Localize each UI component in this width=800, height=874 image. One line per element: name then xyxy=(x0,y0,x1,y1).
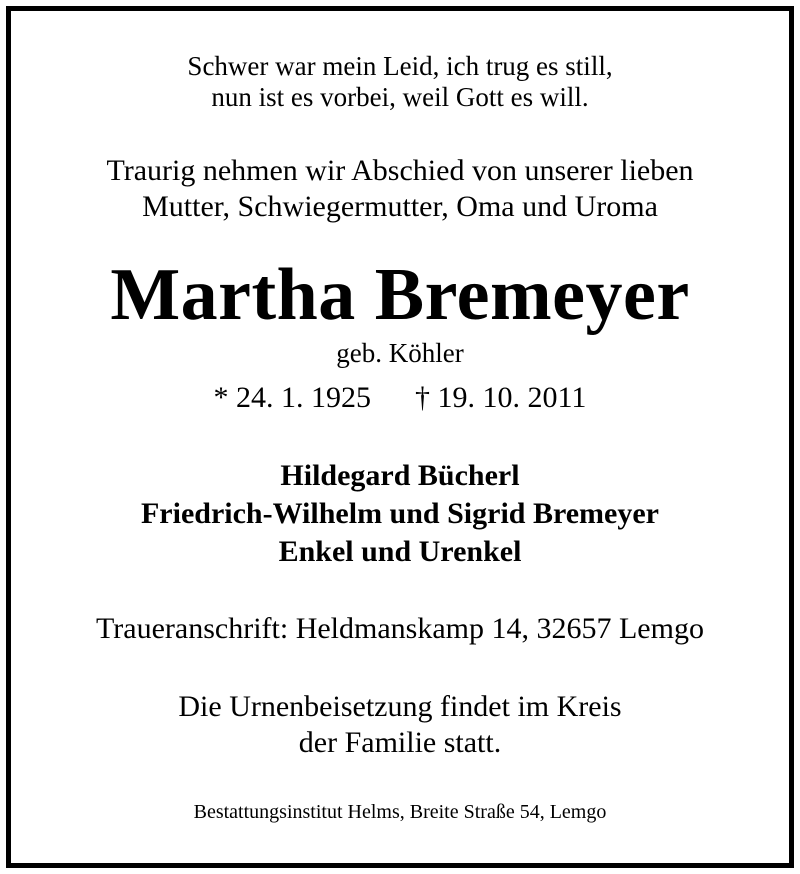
intro-line-2: Mutter, Schwiegermutter, Oma und Uroma xyxy=(142,190,658,223)
mourner-1: Hildegard Bücherl xyxy=(280,459,520,492)
intro-line-1: Traurig nehmen wir Abschied von unserer lieben xyxy=(106,154,694,187)
death-date: † 19. 10. 2011 xyxy=(415,381,587,414)
burial-notice-line-2: der Familie statt. xyxy=(298,726,502,759)
life-dates xyxy=(0,383,800,413)
mourning-address: Traueranschrift: Heldmanskamp 14, 32657 Lemgo xyxy=(96,612,704,645)
mourner-2: Friedrich-Wilhelm und Sigrid Bremeyer xyxy=(140,497,659,530)
deceased-name: Martha Bremeyer xyxy=(110,254,690,336)
maiden-name: geb. Köhler xyxy=(336,338,464,368)
birth-date: * 24. 1. 1925 xyxy=(213,381,372,414)
burial-notice-line-1: Die Urnenbeisetzung findet im Kreis xyxy=(178,690,622,723)
funeral-home: Bestattungsinstitut Helms, Breite Straße 54, Lemgo xyxy=(193,801,607,823)
mourner-3: Enkel und Urenkel xyxy=(278,535,522,568)
verse-line-1: Schwer war mein Leid, ich trug es still, xyxy=(187,51,613,81)
verse-line-2: nun ist es vorbei, weil Gott es will. xyxy=(211,82,589,112)
